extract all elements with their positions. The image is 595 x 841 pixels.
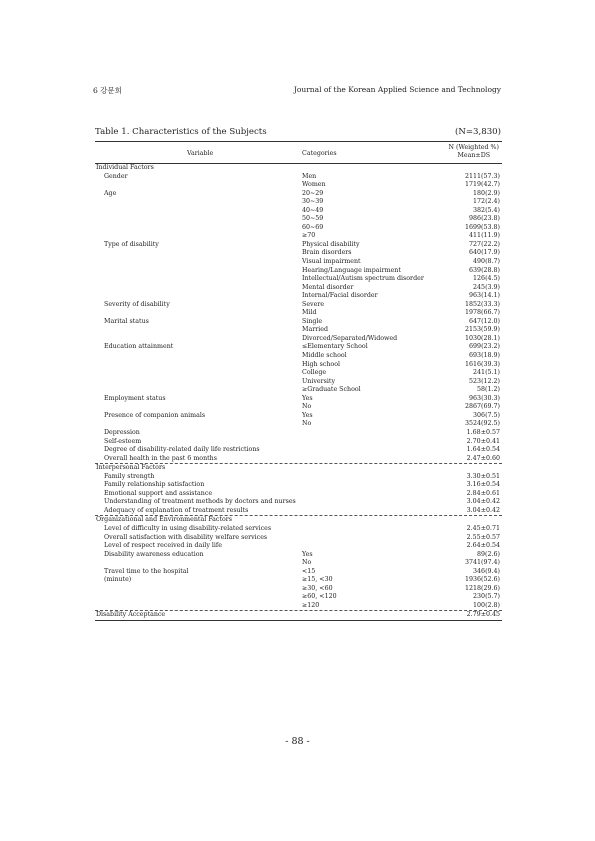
table-row [95,343,502,352]
cell-variable: Disability Acceptance [96,611,166,619]
table-row [95,602,502,612]
section-row [95,516,502,525]
table-row [95,429,502,438]
cell-value: 180(2.9) [473,189,500,197]
sample-size: (N=3,830) [454,127,501,137]
table-row [95,241,502,250]
cell-value: 1699(53.8) [465,223,500,231]
cell-category: No [302,403,312,411]
table-row [95,173,502,182]
cell-variable: Presence of companion animals [104,411,206,419]
cell-value: 3.04±0.42 [466,498,500,506]
cell-value: 3.30±0.51 [466,472,500,480]
cell-value: 2.45±0.71 [466,524,500,532]
cell-category: Physical disability [302,240,360,248]
table-row [95,412,502,421]
table-row [95,335,502,344]
table-row [95,275,502,284]
cell-value: 411(11.9) [469,232,500,240]
cell-variable: (minute) [104,576,132,584]
table-row [95,559,502,568]
cell-category: <15 [302,567,316,575]
cell-variable: Family strength [104,472,155,480]
cell-value: 490(8.7) [473,258,500,266]
cell-value: 727(22.2) [469,240,500,248]
cell-value: 2.84±0.61 [466,489,500,497]
table-row [95,284,502,293]
cell-value: 963(30.3) [469,394,500,402]
table-body [95,164,502,620]
cell-value: 3.16±0.54 [466,481,500,489]
cell-category: Severe [302,300,325,308]
cell-category: Mild [302,309,317,317]
cell-value: 3524(92.5) [465,420,500,428]
table-row [95,542,502,551]
cell-variable: Disability awareness education [104,550,204,558]
cell-category: Mental disorder [302,283,354,291]
cell-value: 1030(28.1) [465,334,500,342]
cell-value: 58(1.2) [477,386,500,394]
cell-variable: Overall satisfaction with disability welfare services [104,533,268,541]
cell-variable: Family relationship satisfaction [104,481,205,489]
cell-value: 245(3.9) [473,283,500,291]
table-header [95,142,502,164]
cell-variable: Adequacy of explanation of treatment results [104,506,249,514]
table-row [95,420,502,429]
cell-value: 230(5.7) [473,593,500,601]
page-number: - 88 - [285,736,310,747]
cell-value: 2.64±0.54 [466,542,500,550]
table-row [95,378,502,387]
table-row [95,576,502,585]
table-row [95,395,502,404]
cell-category: No [302,420,312,428]
section-row [95,164,502,173]
table-row [95,481,502,490]
table-row [95,525,502,534]
cell-category: Internal/Facial disorder [302,292,378,300]
table-row [95,568,502,577]
cell-value: 693(18.9) [469,352,500,360]
cell-category: 50~59 [302,215,324,223]
header-variable: Variable [187,150,214,157]
cell-value: 3741(97.4) [465,559,500,567]
cell-category: 30~39 [302,198,324,206]
cell-category: 60~69 [302,223,324,231]
table-row [95,534,502,543]
cell-category: College [302,369,327,377]
cell-variable: Self-esteem [104,437,142,445]
cell-value: 986(23.8) [469,215,500,223]
cell-category: Yes [302,550,313,558]
cell-value: 2153(59.9) [465,326,500,334]
table-row [95,232,502,241]
cell-category: Yes [302,394,313,402]
table-row [95,446,502,455]
cell-value: 1852(33.3) [465,300,500,308]
cell-variable: Type of disability [104,240,159,248]
cell-category: 20~29 [302,189,324,197]
cell-variable: Emotional support and assistance [104,489,213,497]
table-row [95,593,502,602]
cell-variable: Depression [104,428,140,436]
cell-value: 2.55±0.57 [466,533,500,541]
cell-variable: Interpersonal Factors [96,464,166,472]
cell-category: ≥Graduate School [302,386,361,394]
running-header-journal: Journal of the Korean Applied Science and Technology [293,85,501,94]
table-row [95,498,502,507]
cell-category: Yes [302,411,313,419]
cell-variable: Level of respect received in daily life [104,542,222,550]
cell-value: 2.47±0.60 [466,454,500,462]
cell-value: 2111(57.3) [465,172,500,180]
cell-category: ≥70 [302,232,316,240]
cell-variable: Individual Factors [96,164,154,171]
cell-value: 100(2.8) [473,601,500,609]
cell-value: 1.68±0.57 [466,428,500,436]
cell-value: 647(12.0) [469,317,500,325]
table-row [95,207,502,216]
cell-category: High school [302,360,341,368]
table-row [95,258,502,267]
cell-value: 640(17.9) [469,249,500,257]
section-row [95,611,502,620]
cell-value: 3.04±0.42 [466,506,500,514]
table-row [95,361,502,370]
cell-variable: Travel time to the hospital [104,567,189,575]
table-row [95,215,502,224]
cell-category: Divorced/Separated/Widowed [302,334,398,342]
table-caption: Table 1. Characteristics of the Subjects [95,127,267,137]
section-row [95,464,502,473]
cell-value: 382(5.4) [473,206,500,214]
cell-variable: Overall health in the past 6 months [104,454,217,462]
table-row [95,352,502,361]
cell-category: ≥30, <60 [302,584,333,592]
cell-category: No [302,559,312,567]
cell-variable: Understanding of treatment methods by doctors and nurses [104,498,296,506]
cell-variable: Age [104,189,117,197]
cell-value: 963(14.1) [469,292,500,300]
cell-category: ≥120 [302,601,320,609]
table-row [95,455,502,465]
table-row [95,585,502,594]
cell-variable: Severity of disability [104,300,170,308]
cell-category: 40~49 [302,206,324,214]
cell-category: ≥60, <120 [302,593,337,601]
cell-value: 89(2.6) [477,550,500,558]
cell-variable: Gender [104,172,128,180]
table-row [95,369,502,378]
cell-category: Single [302,317,323,325]
cell-variable: Organizational and Environmental Factors [96,516,233,524]
cell-category: Women [302,181,326,189]
cell-value: 699(23.2) [469,343,500,351]
table-row [95,318,502,327]
cell-value: 2.70±0.41 [466,437,500,445]
table-row [95,438,502,447]
cell-variable: Education attainment [104,343,174,351]
cell-value: 172(2.4) [473,198,500,206]
header-n-line1: N (Weighted %) [448,144,499,151]
cell-category: Hearing/Language impairment [302,266,401,274]
cell-category: Brain disorders [302,249,352,257]
cell-category: Married [302,326,328,334]
header-n [449,144,499,159]
cell-value: 1.64±0.54 [466,446,500,454]
table-row [95,267,502,276]
cell-category: University [302,377,336,385]
table-row [95,473,502,482]
cell-category: Middle school [302,352,347,360]
table-row [95,181,502,190]
cell-value: 1978(66.7) [465,309,500,317]
cell-variable: Employment status [104,394,166,402]
cell-value: 241(5.1) [473,369,500,377]
cell-value: 1218(29.6) [465,584,500,592]
cell-value: 346(9.4) [473,567,500,575]
header-categories: Categories [302,150,337,157]
cell-variable: Level of difficulty in using disability-related services [104,524,272,532]
cell-category: Intellectual/Autism spectrum disorder [302,275,424,283]
table-row [95,292,502,301]
table-row [95,551,502,560]
cell-value: 1719(42.7) [465,181,500,189]
table-row [95,326,502,335]
cell-value: 1616(39.3) [465,360,500,368]
table-row [95,190,502,199]
table-row [95,490,502,499]
characteristics-table [95,141,502,621]
cell-value: 306(7.5) [473,411,500,419]
cell-value: 523(12.2) [469,377,500,385]
table-row [95,249,502,258]
cell-category: Visual impairment [302,258,361,266]
cell-value: 639(28.8) [469,266,500,274]
cell-value: 1936(52.6) [465,576,500,584]
table-row [95,224,502,233]
cell-variable: Marital status [104,317,149,325]
cell-value: 2867(69.7) [465,403,500,411]
table-row [95,507,502,517]
cell-category: ≥15, <30 [302,576,333,584]
cell-value: 2.79±0.45 [466,611,500,619]
running-header-left: 6 강문희 [93,86,122,95]
header-n-line2: Mean±DS [457,151,491,159]
table-row [95,403,502,412]
table-row [95,386,502,395]
table-row [95,198,502,207]
cell-value: 126(4.5) [473,275,500,283]
table-row [95,309,502,318]
cell-variable: Degree of disability-related daily life restrictions [104,446,260,454]
cell-category: ≤Elementary School [302,343,368,351]
cell-category: Men [302,172,317,180]
table-row [95,301,502,310]
